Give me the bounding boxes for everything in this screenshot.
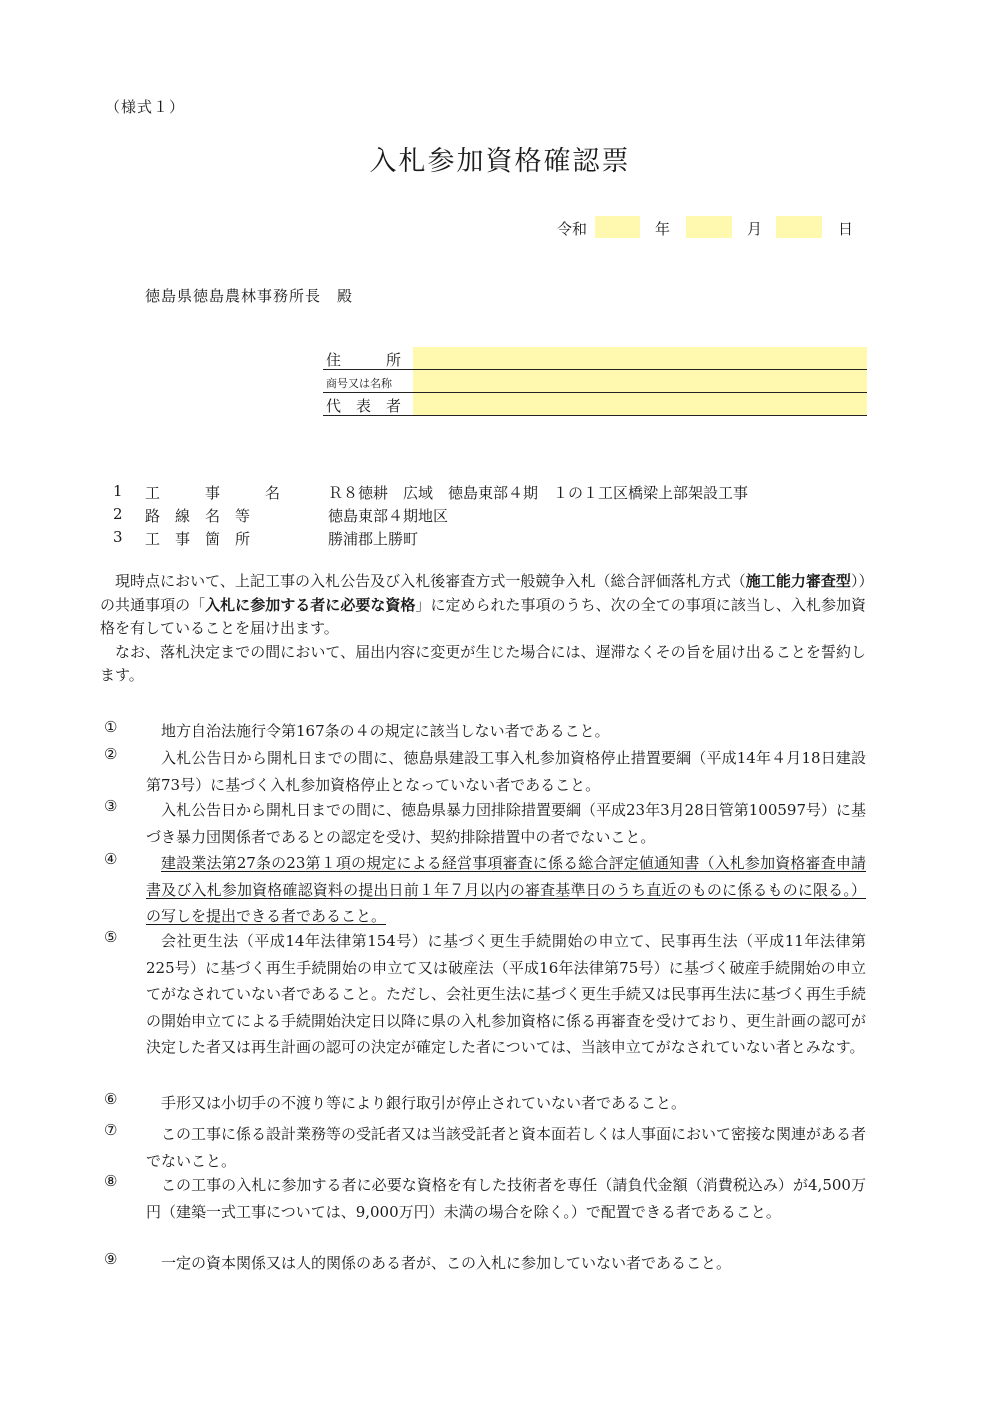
project-item-number: 3 [113,528,123,546]
bold-emphasis: 施工能力審査型 [745,572,851,590]
intro-paragraph-2: なお、落札決定までの間において、届出内容に変更が生じた場合には、遅滞なくその旨を届け出ることを誓約します。 [100,642,866,685]
intro-paragraph-1: 現時点において、上記工事の入札公告及び入札後審査方式一般競争入札（総合評価落札方式（施工能力審査型））の共通事項の「入札に参加する者に必要な資格」に定められた事項のうち、次の全ての事項に該当し、入札参加資格を有していることを届け出ます。 [100,572,866,638]
applicant-block [323,347,867,416]
project-item-label: 工 事 箇 所 [145,530,251,548]
day-input[interactable] [776,216,822,238]
project-item-label: 工 事 名 [145,484,281,502]
year-label: 年 [655,220,671,238]
project-item-value: 勝浦郡上勝町 [328,530,419,548]
company-name-label: 商号又は名称 [326,377,392,390]
company-name-row [323,370,867,393]
project-item-value: 徳島東部４期地区 [328,507,449,525]
month-label: 月 [747,220,763,238]
intro-paragraphs [100,570,866,688]
month-input[interactable] [686,216,732,238]
year-input[interactable] [595,216,640,238]
address-input[interactable] [413,347,867,369]
bold-emphasis: 入札に参加する者に必要な資格 [205,595,416,614]
representative-input[interactable] [413,393,867,415]
date-row [0,216,1000,238]
project-item-number: 2 [113,505,123,523]
project-item-label: 路 線 名 等 [145,507,251,525]
project-item-number: 1 [113,482,123,500]
address-label: 住 所 [326,351,402,369]
company-name-input[interactable] [413,370,867,392]
representative-label: 代 表 者 [326,397,402,415]
project-item-value: Ｒ８徳耕 広域 徳島東部４期 １の１工区橋梁上部架設工事 [328,484,749,502]
addressee: 徳島県徳島農林事務所長 殿 [145,287,354,305]
page-title: 入札参加資格確認票 [369,146,631,177]
representative-row [323,393,867,416]
era-label: 令和 [557,220,588,238]
form-number: （様式１） [105,98,186,116]
day-label: 日 [838,220,854,238]
address-row [323,347,867,370]
